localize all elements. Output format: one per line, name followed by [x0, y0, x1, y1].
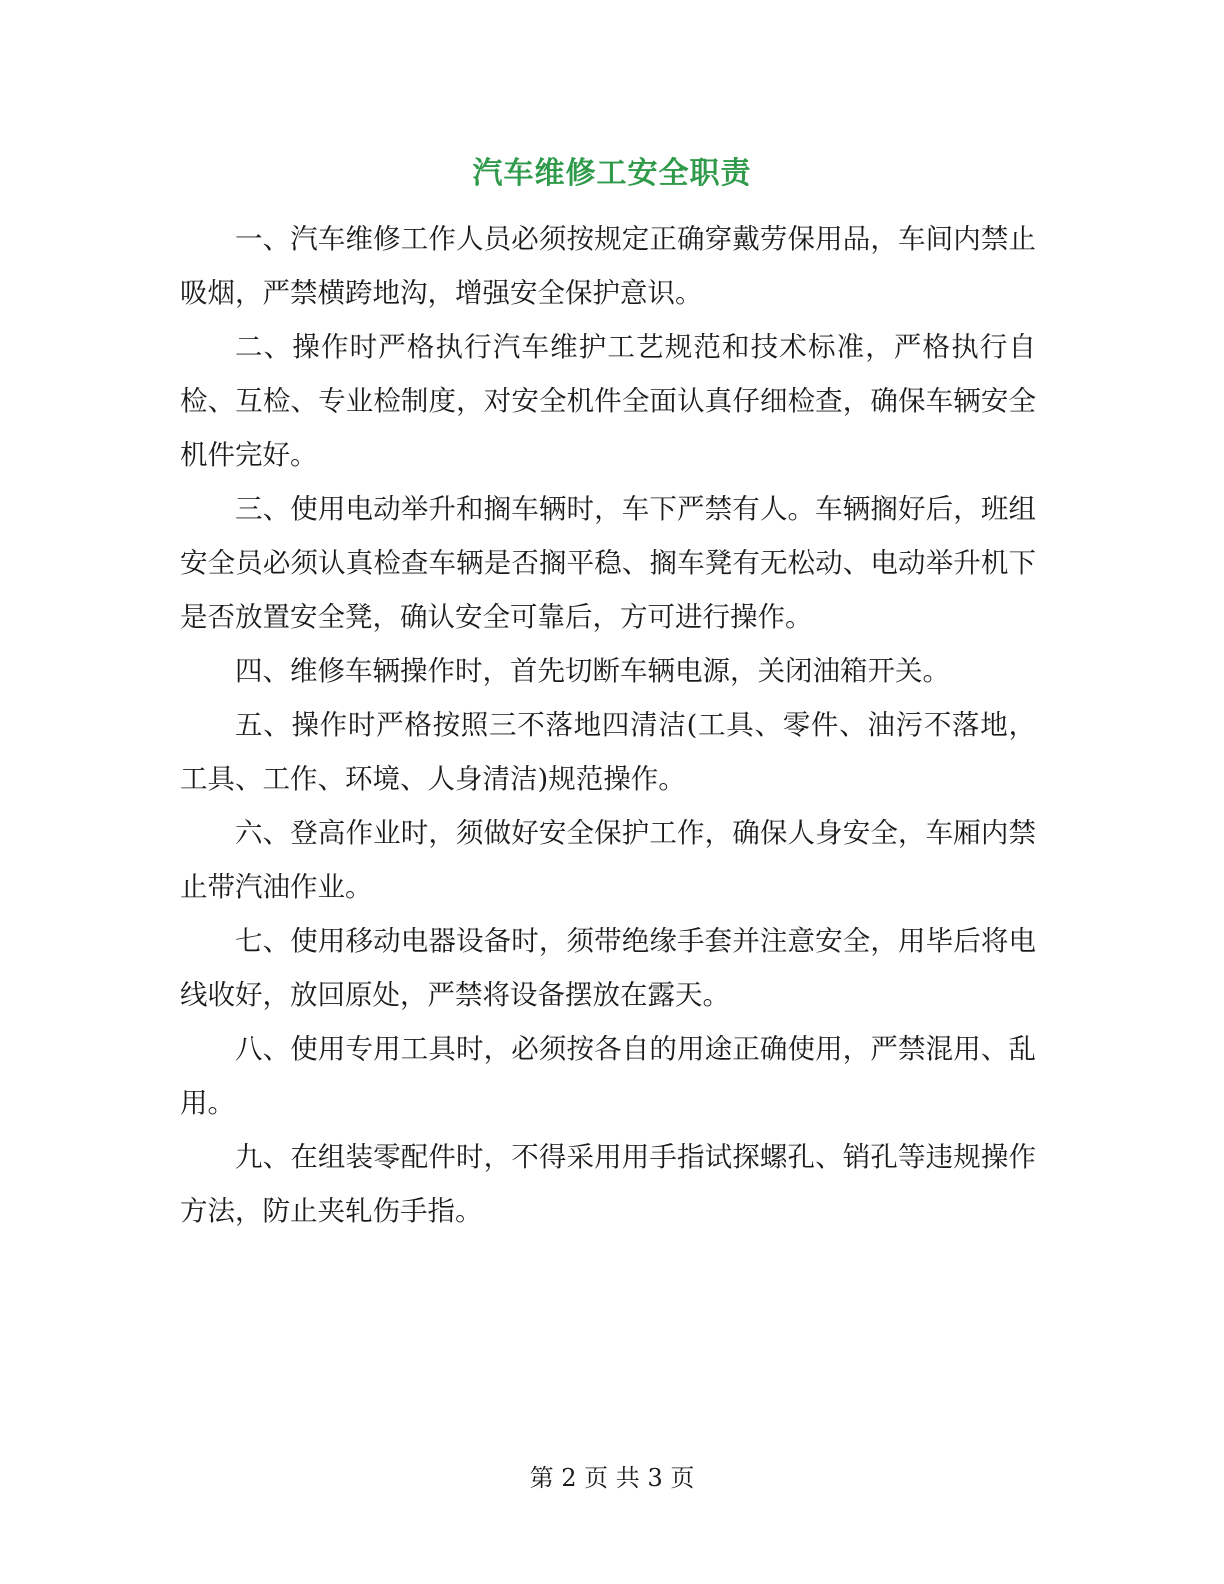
- page-footer: 第 2 页 共 3 页: [529, 1464, 695, 1492]
- paragraph-2: 二、操作时严格执行汽车维护工艺规范和技术标准，严格执行自检、互检、专业检制度，对安全机件全面认真仔细检查，确保车辆安全机件完好。: [180, 331, 1036, 471]
- document-body: [180, 212, 1036, 1238]
- paragraph-8: 八、使用专用工具时，必须按各自的用途正确使用，严禁混用、乱用。: [180, 1033, 1036, 1119]
- paragraph-3: 三、使用电动举升和搁车辆时，车下严禁有人。车辆搁好后，班组安全员必须认真检查车辆是否搁平稳、搁车凳有无松动、电动举升机下是否放置安全凳，确认安全可靠后，方可进行操作。: [180, 493, 1036, 633]
- paragraph-9: 九、在组装零配件时，不得采用用手指试探螺孔、销孔等违规操作方法，防止夹轧伤手指。: [180, 1141, 1036, 1227]
- paragraph-4: 四、维修车辆操作时，首先切断车辆电源，关闭油箱开关。: [235, 655, 950, 687]
- paragraph-6: 六、登高作业时，须做好安全保护工作，确保人身安全，车厢内禁止带汽油作业。: [180, 817, 1036, 903]
- paragraph-7: 七、使用移动电器设备时，须带绝缘手套并注意安全，用毕后将电线收好，放回原处，严禁将设备摆放在露天。: [180, 925, 1036, 1011]
- paragraph-5: 五、操作时严格按照三不落地四清洁(工具、零件、油污不落地，工具、工作、环境、人身清洁)规范操作。: [180, 709, 1036, 795]
- paragraph-1: 一、汽车维修工作人员必须按规定正确穿戴劳保用品，车间内禁止吸烟，严禁横跨地沟，增强安全保护意识。: [180, 223, 1036, 309]
- page-title: 汽车维修工安全职责: [472, 156, 752, 192]
